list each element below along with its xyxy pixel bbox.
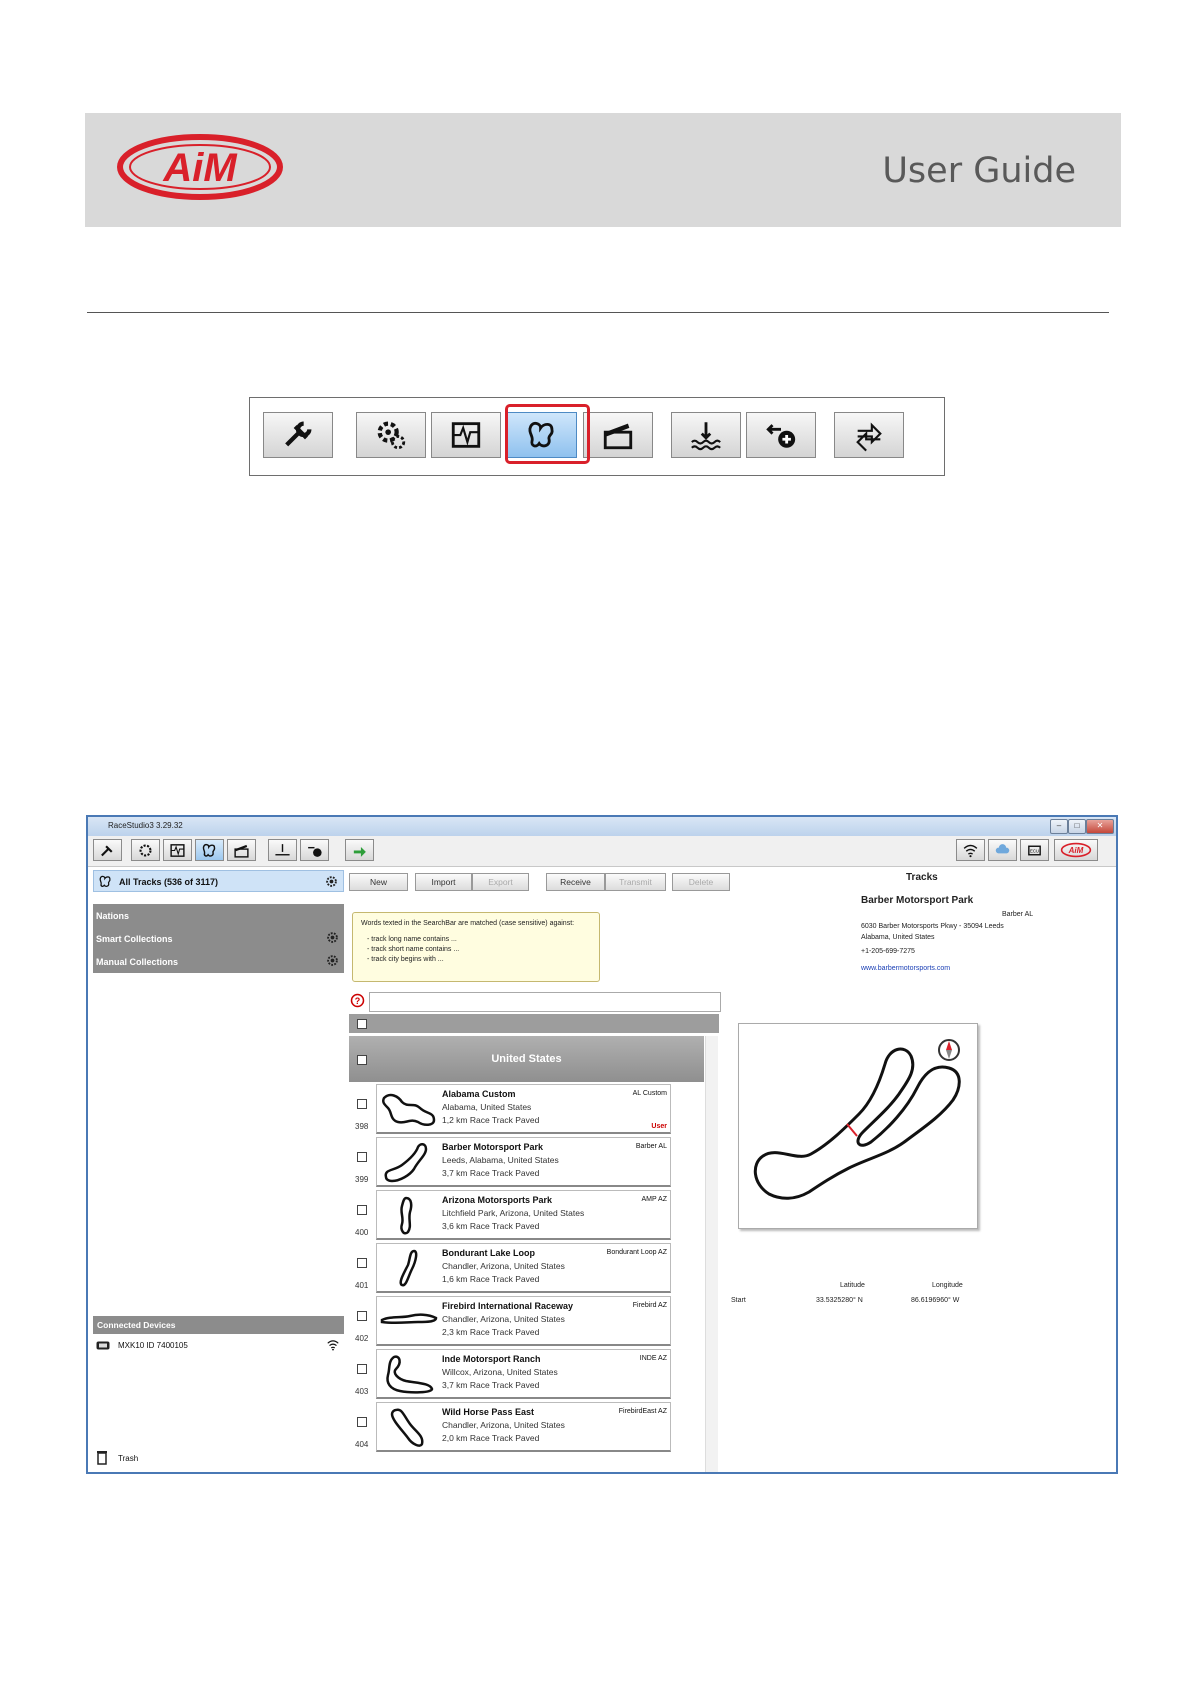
track-icon	[201, 842, 218, 859]
track-short-name: AMP AZ	[641, 1196, 667, 1203]
detail-website-link[interactable]: www.barbermotorsports.com	[861, 965, 951, 972]
track-location: Alabama, United States	[442, 1102, 532, 1112]
import-file-button[interactable]	[345, 839, 374, 861]
aim-logo	[115, 131, 285, 203]
detail-short-name: Barber AL	[1002, 911, 1034, 918]
detail-heading: Tracks	[906, 872, 938, 883]
track-number: 402	[355, 1334, 369, 1343]
track-details: 3,7 km Race Track Paved	[442, 1168, 540, 1178]
add-device-icon	[764, 418, 798, 452]
track-number: 400	[355, 1228, 369, 1237]
manual-collections-label: Manual Collections	[96, 957, 179, 967]
track-location: Litchfield Park, Arizona, United States	[442, 1208, 585, 1218]
nation-group-header[interactable]	[349, 1036, 704, 1082]
search-tooltip	[352, 912, 600, 982]
track-map-thumbnail	[380, 1088, 438, 1130]
track-map-thumbnail	[380, 1194, 438, 1236]
analysis-button[interactable]	[227, 839, 256, 861]
trash-label: Trash	[118, 1454, 139, 1463]
track-name: Barber Motorsport Park	[442, 1142, 544, 1152]
track-short-name: INDE AZ	[639, 1355, 667, 1362]
window-title: RaceStudio3 3.29.32	[108, 821, 183, 830]
track-checkbox[interactable]	[357, 1205, 367, 1215]
selection-highlight	[505, 404, 590, 464]
transfer-arrows-icon	[852, 418, 886, 452]
track-checkbox[interactable]	[357, 1364, 367, 1374]
racestudio-window	[86, 815, 1118, 1474]
delete-button[interactable]: Delete	[672, 873, 730, 891]
device-item[interactable]	[93, 1338, 344, 1354]
detail-address: 6030 Barber Motorsports Pkwy - 35094 Leeds	[861, 923, 1004, 930]
clapperboard-icon	[601, 418, 635, 452]
track-card[interactable]	[376, 1137, 671, 1187]
tooltip-line: Words texted in the SearchBar are matched (case sensitive) against:	[361, 920, 575, 927]
divider	[87, 312, 1109, 313]
track-details: 1,2 km Race Track Paved	[442, 1115, 540, 1125]
track-row[interactable]	[349, 1190, 704, 1243]
start-label: Start	[731, 1297, 746, 1304]
trash-icon	[96, 1450, 108, 1465]
track-location: Willcox, Arizona, United States	[442, 1367, 558, 1377]
track-details: 3,6 km Race Track Paved	[442, 1221, 540, 1231]
tooltip-line: - track long name contains ...	[367, 936, 457, 943]
gear-icon[interactable]	[325, 953, 340, 968]
clapperboard-icon	[233, 842, 250, 859]
trash-item[interactable]	[93, 1450, 193, 1466]
tooltip-line: - track short name contains ...	[367, 946, 460, 953]
nations-item[interactable]	[93, 904, 344, 927]
minimize-button[interactable]: –	[1050, 819, 1068, 834]
water-level-icon	[274, 842, 291, 859]
dashboard-graph-icon	[169, 842, 186, 859]
track-details: 2,0 km Race Track Paved	[442, 1433, 540, 1443]
track-card[interactable]	[376, 1349, 671, 1399]
track-checkbox[interactable]	[357, 1152, 367, 1162]
left-panel	[93, 868, 345, 1468]
wifi-icon	[962, 842, 979, 859]
cloud-button[interactable]	[988, 839, 1017, 861]
track-short-name: AL Custom	[632, 1090, 667, 1097]
latitude-header: Latitude	[840, 1282, 865, 1289]
svg-text:?: ?	[354, 996, 361, 1006]
page-title: User Guide	[882, 151, 1076, 191]
track-details: 3,7 km Race Track Paved	[442, 1380, 540, 1390]
track-details: 1,6 km Race Track Paved	[442, 1274, 540, 1284]
start-longitude: 86.6196960° W	[911, 1297, 960, 1304]
new-button[interactable]: New	[349, 873, 408, 891]
device-label: MXK10 ID 7400105	[118, 1341, 188, 1350]
track-map-thumbnail	[380, 1247, 438, 1289]
track-location: Leeds, Alabama, United States	[442, 1155, 559, 1165]
track-row[interactable]	[349, 1084, 704, 1137]
track-checkbox[interactable]	[357, 1099, 367, 1109]
track-short-name: FirebirdEast AZ	[618, 1408, 667, 1415]
track-card[interactable]	[376, 1190, 671, 1240]
track-checkbox[interactable]	[357, 1311, 367, 1321]
dashboard-graph-icon	[449, 418, 483, 452]
smart-collections-label: Smart Collections	[96, 934, 173, 944]
track-number: 401	[355, 1281, 369, 1290]
export-button[interactable]: Export	[472, 873, 529, 891]
gears-icon	[137, 842, 154, 859]
wifi-icon	[326, 1338, 340, 1352]
detail-region: Alabama, United States	[861, 934, 935, 941]
analysis-button[interactable]	[583, 412, 653, 458]
track-map-thumbnail	[380, 1353, 438, 1395]
toolbar-figure	[249, 397, 945, 476]
wrench-icon	[281, 418, 315, 452]
import-button[interactable]: Import	[415, 873, 472, 891]
compass-icon	[937, 1038, 961, 1062]
configuration-button[interactable]	[356, 412, 426, 458]
detail-track-name: Barber Motorsport Park	[861, 895, 974, 906]
tooltip-line: - track city begins with ...	[367, 956, 444, 963]
user-tag: User	[651, 1123, 667, 1130]
page-header	[85, 113, 1121, 227]
track-name: Bondurant Lake Loop	[442, 1248, 535, 1258]
track-number: 404	[355, 1440, 369, 1449]
dashboard-button[interactable]	[431, 412, 501, 458]
search-input[interactable]	[369, 992, 721, 1012]
select-all-bar	[349, 1014, 719, 1033]
add-device-icon	[306, 842, 323, 859]
ecu-icon	[1026, 842, 1043, 859]
title-bar	[88, 817, 1116, 836]
wrench-icon	[99, 842, 116, 859]
track-location: Chandler, Arizona, United States	[442, 1261, 565, 1271]
help-icon[interactable]	[350, 993, 365, 1008]
track-row[interactable]	[349, 1243, 704, 1296]
wifi-button[interactable]	[956, 839, 985, 861]
add-device-button[interactable]	[300, 839, 329, 861]
track-map-thumbnail	[380, 1141, 438, 1183]
all-tracks-label: All Tracks (536 of 3117)	[119, 877, 219, 887]
track-checkbox[interactable]	[357, 1417, 367, 1427]
gear-icon[interactable]	[324, 874, 339, 889]
track-number: 403	[355, 1387, 369, 1396]
longitude-header: Longitude	[932, 1282, 963, 1289]
track-short-name: Barber AL	[635, 1143, 667, 1150]
cloud-icon	[994, 842, 1011, 859]
water-level-button[interactable]	[671, 412, 741, 458]
tracks-button[interactable]	[195, 839, 224, 861]
track-map	[738, 1023, 978, 1229]
track-card[interactable]	[376, 1084, 671, 1134]
configuration-button[interactable]	[131, 839, 160, 861]
connected-devices-label: Connected Devices	[97, 1320, 176, 1330]
track-name: Wild Horse Pass East	[442, 1407, 534, 1417]
track-short-name: Bondurant Loop AZ	[606, 1249, 667, 1256]
track-number: 399	[355, 1175, 369, 1184]
ecu-button[interactable]	[1020, 839, 1049, 861]
track-checkbox[interactable]	[357, 1258, 367, 1268]
svg-text:ECU: ECU	[1030, 848, 1039, 854]
track-card[interactable]	[376, 1296, 671, 1346]
transmit-button[interactable]: Transmit	[605, 873, 666, 891]
close-button[interactable]: ✕	[1086, 819, 1114, 834]
aim-logo	[1058, 842, 1094, 858]
device-icon	[96, 1341, 110, 1350]
track-location: Chandler, Arizona, United States	[442, 1420, 565, 1430]
maximize-button[interactable]: □	[1068, 819, 1086, 834]
receive-button[interactable]: Receive	[546, 873, 605, 891]
gear-icon[interactable]	[325, 930, 340, 945]
track-map-thumbnail	[380, 1300, 438, 1342]
track-number: 398	[355, 1122, 369, 1131]
track-name: Firebird International Raceway	[442, 1301, 574, 1311]
track-details: 2,3 km Race Track Paved	[442, 1327, 540, 1337]
settings-button[interactable]	[263, 412, 333, 458]
track-row[interactable]	[349, 1137, 704, 1190]
track-row[interactable]	[349, 1349, 704, 1402]
gears-icon	[374, 418, 408, 452]
track-short-name: Firebird AZ	[632, 1302, 667, 1309]
track-row[interactable]	[349, 1296, 704, 1349]
list-scrollbar[interactable]	[705, 1036, 718, 1474]
track-name: Arizona Motorsports Park	[442, 1195, 553, 1205]
svg-text:AiM: AiM	[1068, 846, 1084, 856]
group-label: United States	[491, 1053, 562, 1065]
track-list	[349, 1084, 704, 1474]
water-level-icon	[689, 418, 723, 452]
track-name: Inde Motorsport Ranch	[442, 1354, 541, 1364]
track-card[interactable]	[376, 1243, 671, 1293]
manual-collections-item[interactable]	[93, 950, 344, 973]
dashboard-button[interactable]	[163, 839, 192, 861]
track-row[interactable]	[349, 1402, 704, 1455]
logo-text: AiM	[163, 146, 237, 190]
detail-phone: +1-205-699-7275	[861, 948, 915, 955]
all-tracks-item[interactable]	[93, 870, 344, 892]
aim-button[interactable]	[1054, 839, 1098, 861]
transfer-button[interactable]	[834, 412, 904, 458]
settings-button[interactable]	[93, 839, 122, 861]
track-icon	[98, 874, 113, 889]
app-toolbar	[88, 836, 1116, 867]
select-all-checkbox[interactable]	[357, 1019, 367, 1029]
start-latitude: 33.5325280° N	[816, 1297, 863, 1304]
water-level-button[interactable]	[268, 839, 297, 861]
connected-devices-header	[93, 1316, 344, 1334]
track-map-thumbnail	[380, 1406, 438, 1448]
add-device-button[interactable]	[746, 412, 816, 458]
green-arrow-icon	[351, 842, 368, 859]
nations-label: Nations	[96, 911, 130, 921]
track-card[interactable]	[376, 1402, 671, 1452]
track-name: Alabama Custom	[442, 1089, 516, 1099]
smart-collections-item[interactable]	[93, 927, 344, 950]
track-location: Chandler, Arizona, United States	[442, 1314, 565, 1324]
